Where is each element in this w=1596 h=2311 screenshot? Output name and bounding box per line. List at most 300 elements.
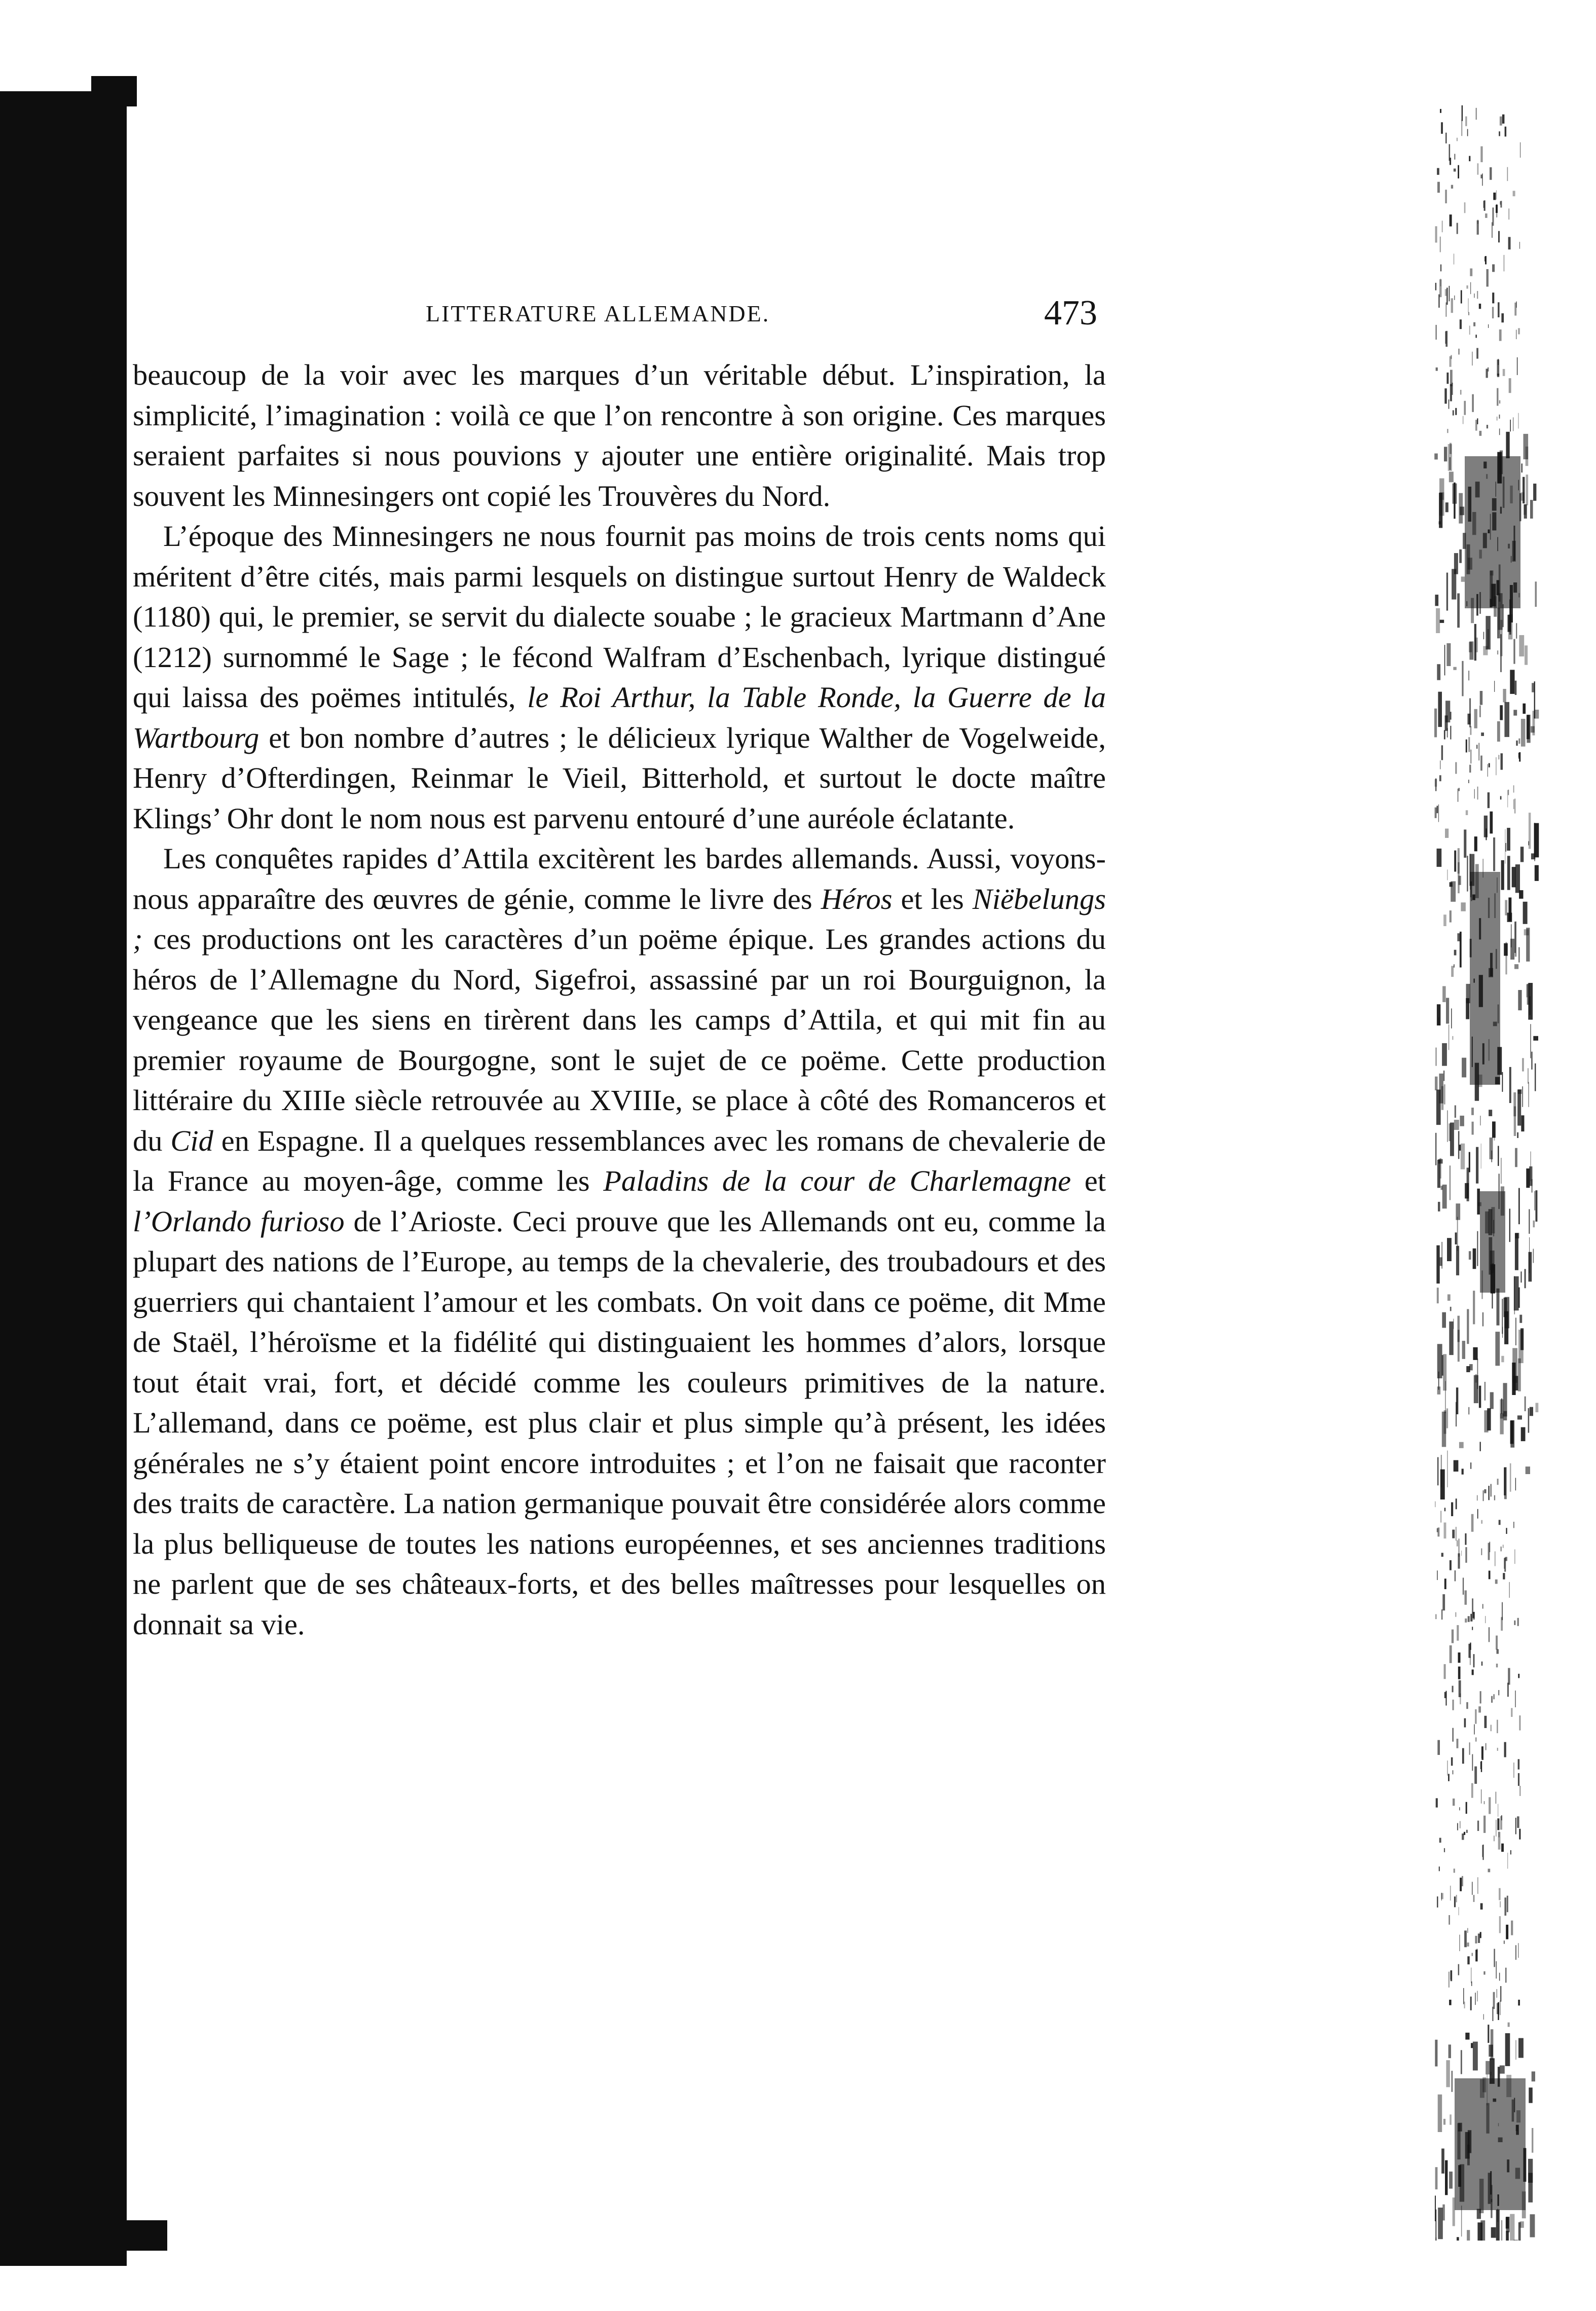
edge-speck xyxy=(1470,1657,1471,1665)
edge-speck xyxy=(1483,1490,1484,1501)
edge-speck xyxy=(1489,1797,1491,1814)
edge-speck xyxy=(1501,1547,1502,1552)
edge-speck xyxy=(1518,2000,1520,2006)
edge-speck xyxy=(1454,1120,1459,1130)
edge-speck xyxy=(1454,950,1457,956)
edge-speck xyxy=(1515,864,1520,893)
edge-speck xyxy=(1435,283,1436,290)
edge-speck xyxy=(1519,242,1520,249)
edge-speck xyxy=(1444,1084,1445,1105)
edge-speck xyxy=(1442,2205,1445,2221)
edge-speck xyxy=(1455,1570,1456,1582)
edge-speck xyxy=(1518,947,1520,963)
edge-speck xyxy=(1530,1407,1533,1416)
edge-speck xyxy=(1482,1845,1483,1860)
edge-speck xyxy=(1462,1341,1465,1359)
edge-speck xyxy=(1481,1789,1482,1804)
edge-speck xyxy=(1439,279,1442,297)
edge-speck xyxy=(1484,1716,1487,1728)
edge-speck xyxy=(1440,265,1441,272)
edge-speck xyxy=(1440,620,1444,623)
edge-speck xyxy=(1450,1886,1451,1900)
edge-speck xyxy=(1526,474,1529,505)
edge-speck xyxy=(1444,1692,1446,1698)
edge-speck xyxy=(1462,1748,1464,1764)
edge-speck xyxy=(1507,828,1510,851)
edge-speck xyxy=(1528,841,1529,846)
edge-speck xyxy=(1518,1288,1520,1308)
edge-speck xyxy=(1449,2000,1452,2005)
edge-speck xyxy=(1449,472,1454,483)
edge-speck xyxy=(1487,269,1489,287)
edge-speck xyxy=(1499,1888,1501,1900)
edge-speck xyxy=(1442,1412,1446,1447)
edge-speck xyxy=(1533,1221,1535,1228)
edge-speck xyxy=(1519,1715,1520,1731)
edge-speck xyxy=(1497,650,1498,654)
edge-speck xyxy=(1477,163,1479,175)
edge-speck xyxy=(1435,2040,1437,2067)
edge-speck xyxy=(1469,642,1472,652)
edge-speck xyxy=(1477,787,1478,800)
edge-speck xyxy=(1442,1185,1447,1208)
paragraph-2 xyxy=(133,516,1106,838)
edge-speck xyxy=(1474,709,1477,728)
edge-speck xyxy=(1472,1670,1474,1675)
edge-speck xyxy=(1498,359,1499,365)
edge-speck xyxy=(1438,804,1439,822)
edge-speck xyxy=(1476,1147,1478,1184)
edge-speck xyxy=(1478,1933,1480,1943)
page-body xyxy=(133,355,1106,1644)
edge-speck xyxy=(1471,750,1472,764)
edge-speck xyxy=(1500,117,1502,126)
edge-speck xyxy=(1523,902,1528,924)
edge-speck xyxy=(1437,806,1438,814)
edge-speck xyxy=(1447,1294,1451,1301)
edge-speck xyxy=(1446,1408,1448,1428)
edge-speck xyxy=(1462,661,1463,696)
edge-speck xyxy=(1457,1540,1458,1547)
edge-speck xyxy=(1477,1359,1478,1389)
paragraph-3-seg-3: ces productions ont les caractères d’un poëme épique. Les grandes actions du héros de l’Allemagne du Nord, Sigefroi, assassiné par un roi Bourguignon, la vengeance que les siens en tirèrent dans les camps d’Attila, et qui mit fin au premier royaume de Bourgogne, sont le sujet de ce poëme. Cette production littéraire du XIIIe siècle retrouvée au XVIIIe, se place à côté des Romanceros et du xyxy=(133,923,1106,1157)
edge-speck xyxy=(1491,2227,1496,2238)
edge-speck xyxy=(1497,2003,1499,2014)
edge-speck xyxy=(1439,1074,1443,1104)
edge-speck xyxy=(1457,1823,1458,1830)
edge-speck xyxy=(1439,1866,1440,1871)
paragraph-3-title-heros: Héros xyxy=(821,882,893,915)
edge-speck xyxy=(1458,1653,1461,1663)
edge-speck xyxy=(1479,1386,1481,1408)
edge-speck xyxy=(1465,117,1467,126)
edge-speck xyxy=(1513,710,1517,715)
edge-speck xyxy=(1450,2114,1452,2124)
edge-speck xyxy=(1520,847,1524,862)
edge-speck xyxy=(1532,2128,1533,2153)
edge-speck xyxy=(1535,1063,1536,1091)
edge-speck xyxy=(1472,394,1474,412)
edge-speck xyxy=(1457,2237,1459,2241)
edge-speck xyxy=(1439,1838,1441,1843)
edge-speck xyxy=(1446,573,1448,611)
edge-speck xyxy=(1471,1514,1474,1532)
edge-speck xyxy=(1508,898,1511,921)
edge-speck xyxy=(1506,2217,1509,2229)
edge-speck xyxy=(1490,1392,1494,1409)
edge-speck xyxy=(1500,1986,1502,2002)
edge-speck xyxy=(1480,1932,1481,1938)
edge-speck xyxy=(1507,1896,1508,1913)
edge-speck xyxy=(1506,432,1509,458)
edge-speck xyxy=(1435,1614,1436,1619)
edge-speck xyxy=(1499,329,1502,341)
edge-speck xyxy=(1521,1115,1524,1131)
edge-speck xyxy=(1477,2222,1482,2241)
edge-speck xyxy=(1518,1943,1519,1958)
edge-speck xyxy=(1454,154,1455,160)
scanned-page-edge xyxy=(1424,101,1556,2241)
edge-speck xyxy=(1438,2208,1443,2239)
edge-speck xyxy=(1453,667,1456,670)
edge-speck xyxy=(1469,1742,1470,1755)
edge-speck xyxy=(1450,214,1452,226)
edge-speck xyxy=(1434,454,1438,460)
edge-speck xyxy=(1456,1402,1457,1426)
edge-speck xyxy=(1519,1829,1520,1840)
edge-speck xyxy=(1454,1868,1455,1873)
edge-speck xyxy=(1459,1680,1461,1697)
edge-speck xyxy=(1477,1189,1480,1215)
edge-speck xyxy=(1444,1664,1446,1679)
edge-speck xyxy=(1496,2210,1500,2241)
edge-speck xyxy=(1473,1249,1476,1269)
edge-speck xyxy=(1497,721,1500,742)
binding-shadow-bottom xyxy=(66,2220,167,2251)
edge-speck xyxy=(1481,1662,1482,1666)
edge-speck xyxy=(1518,1330,1524,1363)
edge-speck xyxy=(1496,1961,1497,1978)
edge-speck xyxy=(1510,1850,1511,1855)
edge-speck xyxy=(1452,1700,1454,1710)
edge-speck xyxy=(1467,2230,1470,2241)
edge-speck xyxy=(1504,255,1505,272)
edge-speck xyxy=(1514,1276,1515,1314)
edge-speck xyxy=(1459,549,1462,563)
edge-speck xyxy=(1484,1382,1486,1401)
edge-speck xyxy=(1498,1146,1499,1166)
edge-speck xyxy=(1466,1366,1470,1372)
edge-speck xyxy=(1435,2167,1438,2189)
edge-speck xyxy=(1454,253,1455,264)
edge-speck xyxy=(1465,1533,1466,1545)
edge-speck xyxy=(1439,521,1441,524)
binding-shadow xyxy=(0,91,127,2266)
edge-speck xyxy=(1463,1988,1464,2004)
edge-speck xyxy=(1519,890,1523,899)
edge-speck xyxy=(1514,303,1516,316)
edge-speck xyxy=(1505,2033,1510,2066)
edge-speck xyxy=(1493,837,1495,871)
edge-speck xyxy=(1507,790,1508,808)
edge-speck xyxy=(1460,1821,1461,1828)
edge-speck xyxy=(1477,1821,1479,1831)
edge-speck xyxy=(1473,1291,1475,1324)
edge-speck xyxy=(1510,1463,1511,1492)
edge-speck xyxy=(1451,1757,1453,1766)
edge-speck xyxy=(1509,378,1511,393)
edge-speck xyxy=(1518,739,1520,744)
edge-speck xyxy=(1455,1106,1456,1118)
edge-speck xyxy=(1461,902,1466,911)
paragraph-3 xyxy=(133,838,1106,1644)
edge-speck xyxy=(1499,1520,1501,1525)
edge-speck xyxy=(1519,2221,1524,2228)
edge-speck xyxy=(1494,1949,1495,1967)
paragraph-2-text: L’époque des Minnesingers ne nous fournit pas moins de trois cents noms qui méritent d’être cités, mais parmi lesquels on distingue surtout Henry de Waldeck (1180) qui, le premier, se servit du dialecte souabe ; le gracieux Martmann d’Ane (1212) surnommé le Sage ; le fécond Walfram d’Eschenbach, lyrique distingué qui laissa des poëmes intitulés, xyxy=(133,520,1106,714)
edge-speck xyxy=(1466,740,1467,753)
edge-speck xyxy=(1455,1612,1456,1617)
edge-speck xyxy=(1498,1690,1499,1695)
edge-speck xyxy=(1497,1720,1498,1734)
edge-speck xyxy=(1527,715,1531,743)
edge-speck xyxy=(1503,1383,1507,1416)
edge-speck xyxy=(1499,1973,1500,1981)
edge-speck xyxy=(1464,1718,1466,1728)
edge-speck xyxy=(1441,1609,1443,1620)
edge-speck xyxy=(1501,1356,1504,1363)
edge-speck xyxy=(1508,2023,1510,2027)
edge-speck xyxy=(1435,779,1437,787)
edge-speck xyxy=(1492,292,1494,303)
edge-speck xyxy=(1473,1347,1477,1360)
edge-speck xyxy=(1488,368,1489,372)
edge-speck xyxy=(1451,966,1454,977)
paragraph-2-text-end: et bon nombre d’autres ; le délicieux lyrique Walther de Vogelweide, Henry d’Ofterdingen, Reinmar le Vieil, Bitterhold, et surtout le docte maître Klings’ Ohr dont le nom nous est parvenu entouré d’une auréole éclatante. xyxy=(133,721,1106,835)
edge-speck xyxy=(1474,294,1475,298)
edge-speck xyxy=(1479,304,1481,309)
edge-speck xyxy=(1517,1089,1521,1125)
edge-speck xyxy=(1450,712,1452,720)
edge-dark-block xyxy=(1465,456,1520,608)
edge-speck xyxy=(1520,1786,1521,1796)
edge-speck xyxy=(1530,2214,1535,2237)
edge-speck xyxy=(1450,370,1453,387)
paragraph-3-seg-1: Les conquêtes rapides d’Attila excitèrent les bardes allemands. Aussi, voyons-nous apparaître des œuvres de génie, comme le livre des xyxy=(133,842,1106,915)
edge-speck xyxy=(1513,1763,1514,1778)
edge-speck xyxy=(1464,202,1466,213)
edge-speck xyxy=(1472,1627,1473,1630)
edge-speck xyxy=(1489,1486,1490,1500)
edge-speck xyxy=(1464,401,1466,415)
edge-speck xyxy=(1475,1737,1477,1741)
edge-speck xyxy=(1458,1316,1460,1342)
edge-speck xyxy=(1459,876,1461,885)
edge-speck xyxy=(1446,643,1451,666)
edge-speck xyxy=(1474,624,1476,661)
edge-speck xyxy=(1515,922,1517,957)
edge-speck xyxy=(1449,1322,1454,1355)
edge-speck xyxy=(1454,964,1455,967)
edge-speck xyxy=(1457,933,1460,941)
edge-speck xyxy=(1500,201,1501,205)
edge-speck xyxy=(1518,2038,1524,2058)
edge-speck xyxy=(1489,763,1490,767)
edge-speck xyxy=(1500,705,1503,720)
edge-speck xyxy=(1524,504,1526,515)
edge-speck xyxy=(1488,2025,1489,2043)
edge-speck xyxy=(1472,1598,1473,1613)
edge-speck xyxy=(1472,1953,1473,1956)
edge-speck xyxy=(1468,299,1469,313)
edge-speck xyxy=(1451,1008,1452,1028)
edge-speck xyxy=(1475,1993,1476,2005)
edge-speck xyxy=(1504,1311,1508,1344)
edge-speck xyxy=(1497,1818,1499,1830)
edge-speck xyxy=(1473,1612,1475,1618)
edge-speck xyxy=(1468,312,1469,315)
edge-speck xyxy=(1442,1043,1447,1066)
paragraph-3-title-cid: Cid xyxy=(170,1124,213,1157)
edge-speck xyxy=(1477,1231,1478,1266)
edge-speck xyxy=(1508,614,1513,639)
edge-speck xyxy=(1472,1122,1474,1135)
edge-speck xyxy=(1441,122,1443,134)
edge-speck xyxy=(1465,1547,1467,1563)
edge-speck xyxy=(1464,1931,1467,1948)
edge-speck xyxy=(1475,1709,1477,1724)
edge-speck xyxy=(1477,418,1478,424)
edge-speck xyxy=(1437,664,1440,680)
edge-speck xyxy=(1481,1761,1482,1772)
edge-speck xyxy=(1496,1820,1497,1837)
edge-speck xyxy=(1445,2160,1447,2195)
edge-speck xyxy=(1515,1691,1516,1707)
edge-speck xyxy=(1475,1936,1477,1943)
edge-speck xyxy=(1501,2220,1502,2241)
edge-speck xyxy=(1446,998,1449,1024)
edge-speck xyxy=(1489,1571,1491,1580)
edge-speck xyxy=(1474,836,1477,851)
edge-speck xyxy=(1497,1289,1500,1326)
edge-speck xyxy=(1477,291,1478,299)
edge-speck xyxy=(1499,1831,1500,1837)
edge-speck xyxy=(1452,1036,1453,1040)
edge-speck xyxy=(1494,1836,1495,1841)
edge-speck xyxy=(1444,1579,1446,1589)
edge-speck xyxy=(1485,213,1488,218)
page-number: 473 xyxy=(1044,294,1097,333)
edge-speck xyxy=(1468,780,1469,783)
edge-speck xyxy=(1436,1245,1439,1283)
edge-speck xyxy=(1469,326,1470,335)
edge-speck xyxy=(1445,502,1449,512)
edge-speck xyxy=(1442,221,1443,232)
edge-speck xyxy=(1451,298,1453,313)
edge-speck xyxy=(1462,120,1463,136)
edge-speck xyxy=(1506,2231,1509,2241)
edge-speck xyxy=(1488,792,1490,808)
edge-speck xyxy=(1443,1354,1446,1390)
edge-speck xyxy=(1491,1484,1492,1497)
edge-speck xyxy=(1444,1523,1446,1539)
edge-speck xyxy=(1515,1318,1516,1346)
edge-speck xyxy=(1484,1410,1488,1433)
edge-speck xyxy=(1493,1992,1495,2009)
edge-speck xyxy=(1495,1332,1500,1366)
edge-speck xyxy=(1467,1309,1469,1344)
edge-speck xyxy=(1483,2014,1484,2020)
edge-speck xyxy=(1499,428,1500,435)
edge-speck xyxy=(1500,796,1502,800)
edge-speck xyxy=(1438,2095,1442,2132)
edge-speck xyxy=(1454,1896,1456,1907)
edge-speck xyxy=(1508,237,1511,250)
edge-speck xyxy=(1506,1528,1507,1534)
edge-speck xyxy=(1476,745,1477,749)
edge-speck xyxy=(1461,2050,1462,2074)
edge-speck xyxy=(1437,1160,1440,1188)
edge-speck xyxy=(1495,1580,1498,1584)
paragraph-3-title-niebelungs: Niëbelungs ; xyxy=(133,882,1106,956)
edge-speck xyxy=(1486,2061,1490,2075)
edge-speck xyxy=(1438,1159,1443,1164)
edge-speck xyxy=(1501,313,1504,322)
edge-speck xyxy=(1515,1233,1519,1238)
edge-speck xyxy=(1450,356,1452,367)
edge-speck xyxy=(1530,1152,1531,1182)
edge-speck xyxy=(1450,1645,1452,1663)
edge-speck xyxy=(1436,325,1437,340)
edge-speck xyxy=(1490,812,1493,834)
edge-speck xyxy=(1480,1903,1483,1910)
edge-speck xyxy=(1505,843,1506,852)
edge-speck xyxy=(1523,704,1526,714)
edge-speck xyxy=(1454,169,1456,172)
edge-speck xyxy=(1491,1696,1493,1703)
edge-speck xyxy=(1466,1802,1467,1814)
edge-speck xyxy=(1452,1530,1455,1538)
edge-speck xyxy=(1450,882,1453,887)
edge-speck xyxy=(1456,1246,1459,1275)
edge-speck xyxy=(1521,463,1523,472)
edge-speck xyxy=(1463,1578,1464,1595)
edge-speck xyxy=(1497,1649,1499,1654)
edge-speck xyxy=(1522,1086,1523,1107)
edge-speck xyxy=(1456,1498,1457,1509)
edge-speck xyxy=(1441,1242,1442,1269)
edge-speck xyxy=(1457,223,1458,234)
edge-dark-block xyxy=(1455,2078,1526,2210)
edge-speck xyxy=(1465,1183,1469,1199)
edge-speck xyxy=(1483,1816,1486,1833)
edge-speck xyxy=(1451,185,1453,189)
edge-speck xyxy=(1445,133,1446,143)
edge-speck xyxy=(1459,1935,1460,1952)
edge-speck xyxy=(1458,1553,1460,1568)
edge-speck xyxy=(1467,1942,1469,1947)
edge-speck xyxy=(1473,1654,1475,1667)
edge-speck xyxy=(1496,205,1498,213)
edge-speck xyxy=(1461,290,1462,304)
edge-speck xyxy=(1444,645,1445,675)
edge-speck xyxy=(1508,208,1509,219)
edge-speck xyxy=(1447,1760,1448,1776)
edge-speck xyxy=(1502,1072,1503,1092)
edge-speck xyxy=(1515,1945,1516,1960)
edge-speck xyxy=(1437,168,1439,175)
edge-speck xyxy=(1533,711,1535,736)
